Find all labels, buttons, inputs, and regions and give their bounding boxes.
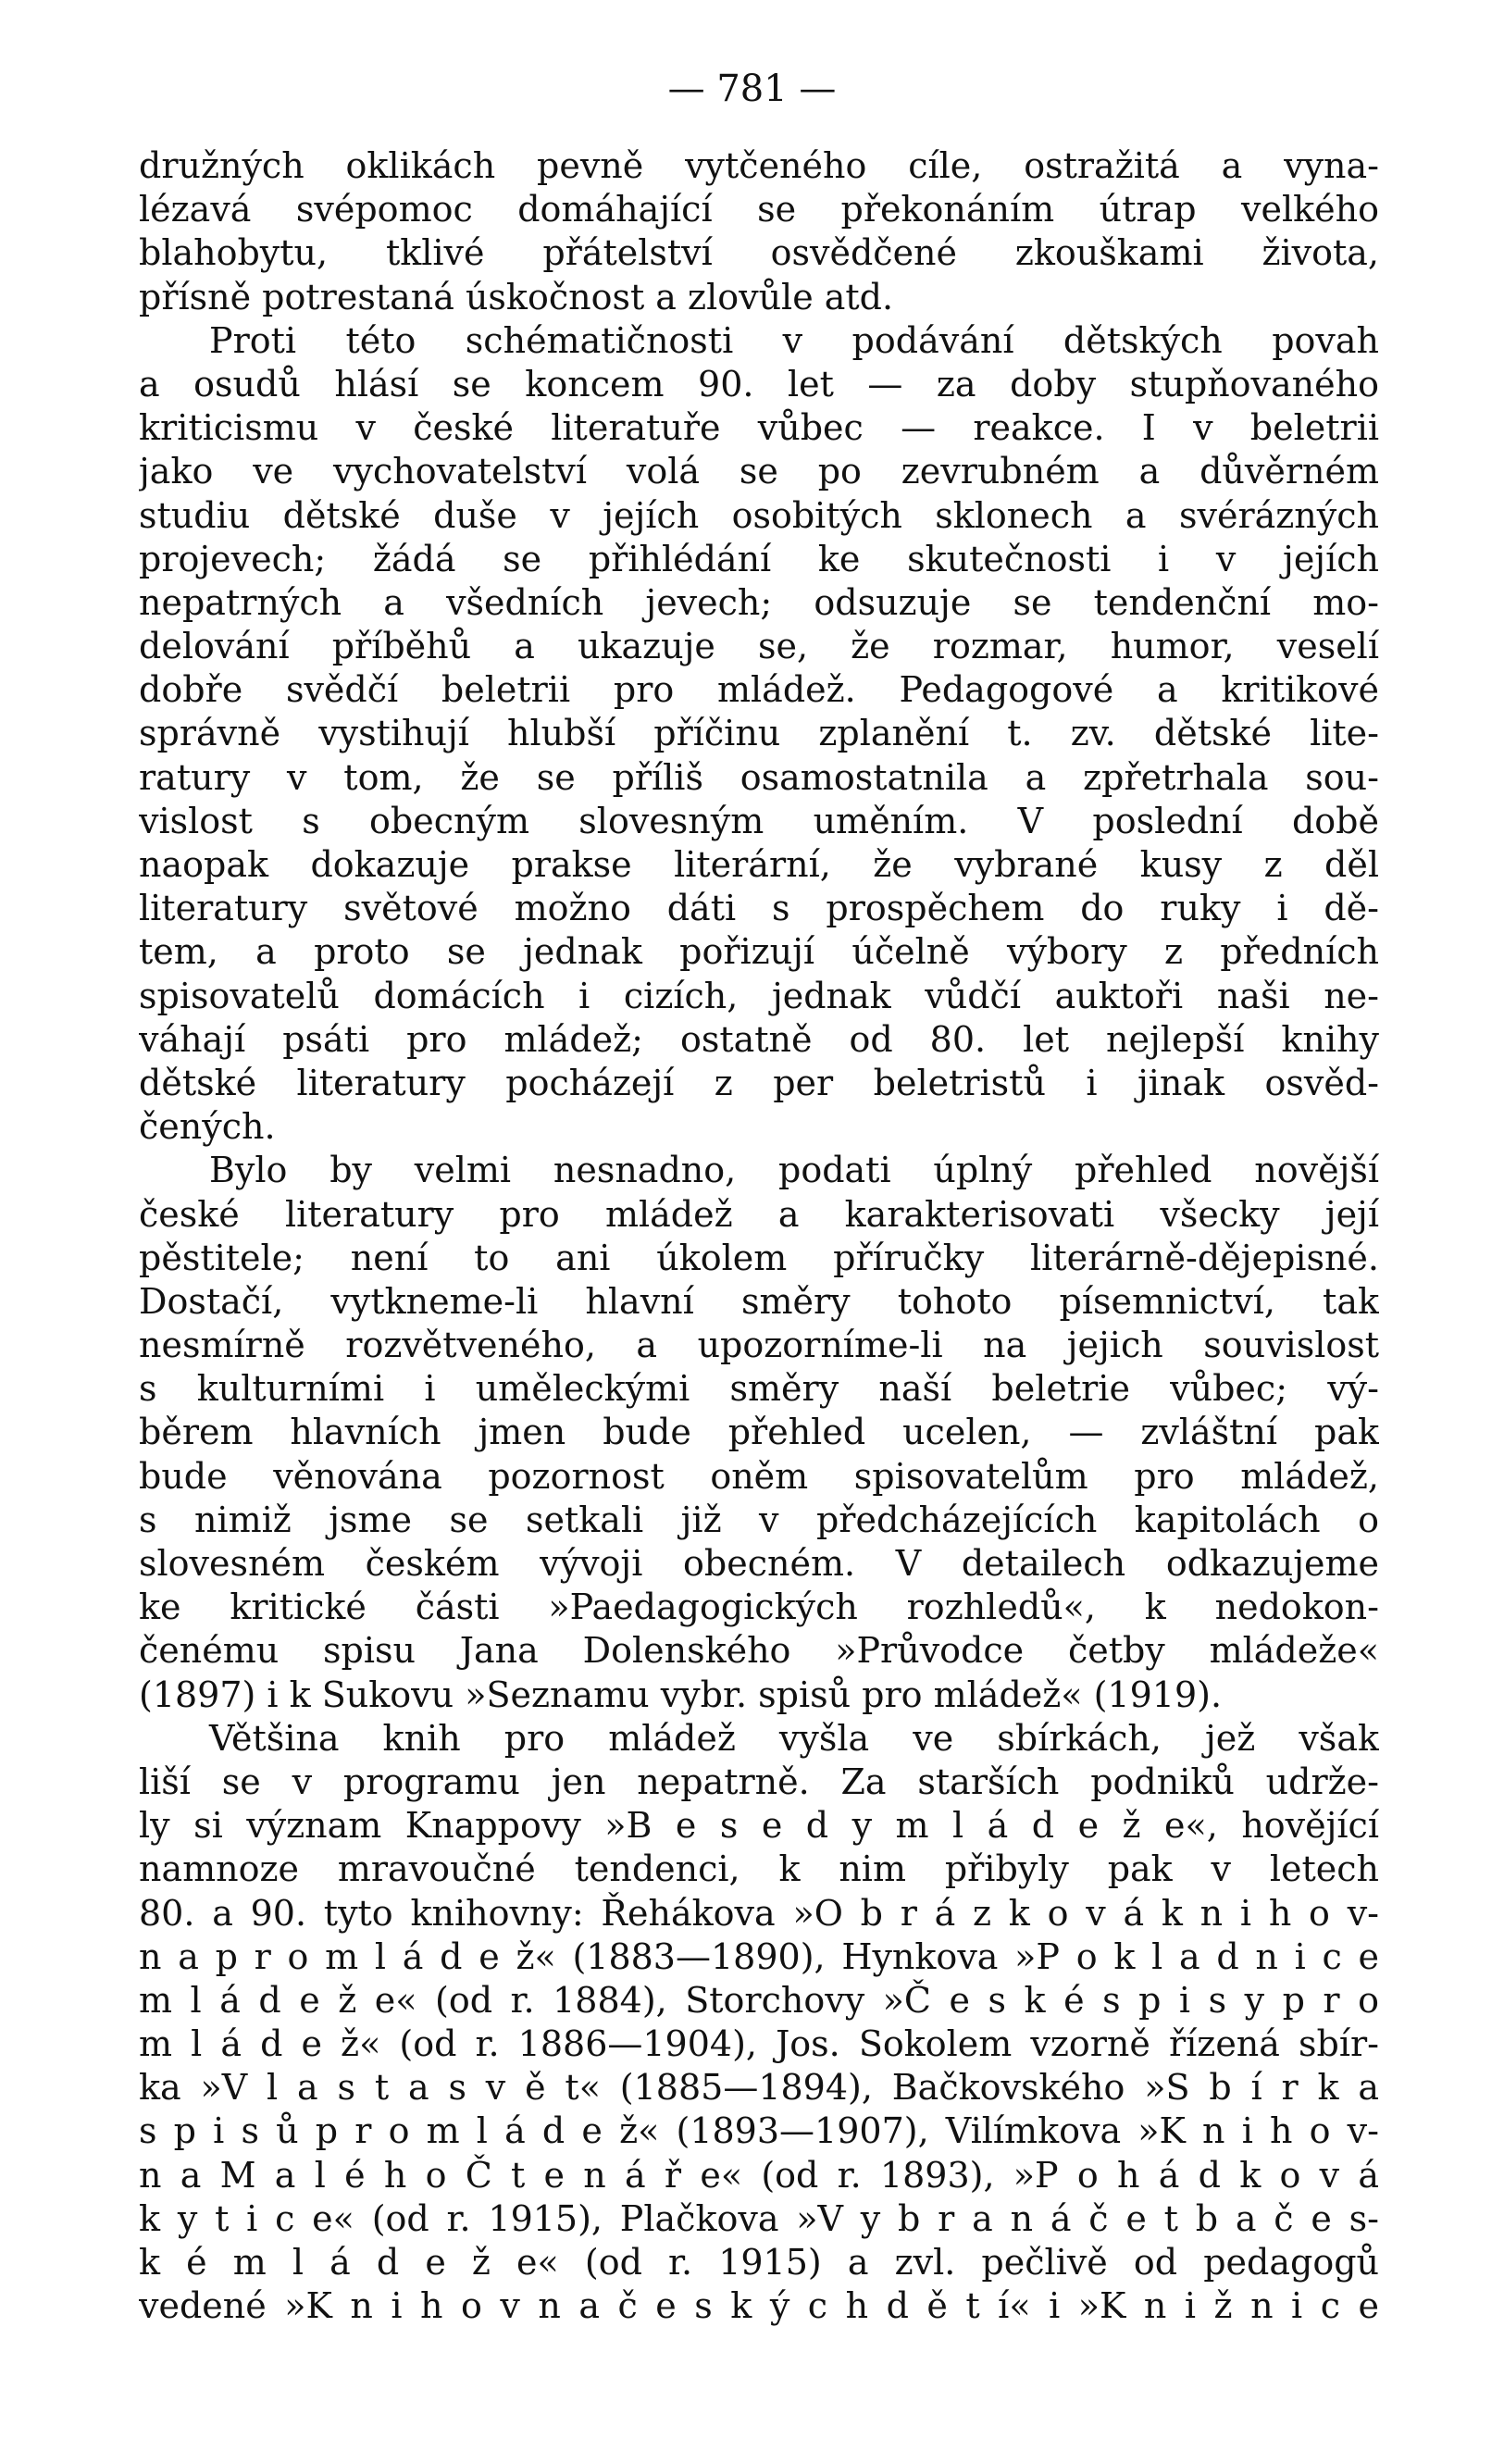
text-line: n a p r o m l á d e ž« (1883—1890), Hynkova »P o k l a d n i c e [139, 1935, 1379, 1977]
text-line: m l á d e ž e« (od r. 1884), Storchovy »Č e s k é s p i s y p r o [139, 1979, 1379, 2021]
text-line: n a M a l é h o Č t e n á ř e« (od r. 1893), »P o h á d k o v á [139, 2154, 1379, 2196]
text-line: naopak dokazuje prakse literární, že vybrané kusy z děl [139, 844, 1379, 885]
text-line: čenému spisu Jana Dolenského »Průvodce četby mládeže« [139, 1630, 1379, 1672]
text-line: ratury v tom, že se příliš osamostatnila a zpřetrhala sou- [139, 756, 1379, 798]
text-line: a osudů hlásí se koncem 90. let — za doby stupňovaného [139, 363, 1379, 404]
text-line: 80. a 90. tyto knihovny: Řehákova »O b r á z k o v á k n i h o v- [139, 1892, 1379, 1934]
body-text [139, 144, 1379, 2328]
text-line: tem, a proto se jednak pořizují účelně výbory z předních [139, 931, 1379, 973]
text-line: s nimiž jsme se setkali již v předcházejících kapitolách o [139, 1499, 1379, 1540]
text-line: Proti této schématičnosti v podávání dětských povah [209, 319, 1379, 361]
text-line: k é m l á d e ž e« (od r. 1915) a zvl. pečlivě od pedagogů [139, 2242, 1379, 2283]
text-line: ka »V l a s t a s v ě t« (1885—1894), Bačkovského »S b í r k a [139, 2067, 1379, 2109]
text-line: kriticismu v české literatuře vůbec — reakce. I v beletrii [139, 407, 1379, 449]
text-line: s kulturními i uměleckými směry naší beletrie vůbec; vý- [139, 1368, 1379, 1410]
text-line: nesmírně rozvětveného, a upozorníme-li na jejich souvislost [139, 1325, 1379, 1366]
text-line: lézavá svépomoc domáhající se překonáním útrap velkého [139, 189, 1379, 230]
text-line: vedené »K n i h o v n a č e s k ý c h d ě t í« i »K n i ž n i c e [139, 2285, 1379, 2327]
text-line: běrem hlavních jmen bude přehled ucelen, — zvláštní pak [139, 1412, 1379, 1453]
page-number: — 781 — [667, 68, 837, 110]
text-line: váhají psáti pro mládež; ostatně od 80. let nejlepší knihy [139, 1018, 1379, 1060]
text-line: české literatury pro mládež a karakterisovati všecky její [139, 1193, 1379, 1235]
text-line: literatury světové možno dáti s prospěchem do ruky i dě- [139, 888, 1379, 929]
text-line: dětské literatury pocházejí z per beletristů i jinak osvěd- [139, 1062, 1379, 1103]
text-line: Bylo by velmi nesnadno, podati úplný přehled novější [209, 1150, 1379, 1191]
text-line: blahobytu, tklivé přátelství osvědčené zkouškami života, [139, 232, 1379, 274]
text-line: Dostačí, vytkneme-li hlavní směry tohoto písemnictví, tak [139, 1280, 1379, 1322]
text-line: pěstitele; není to ani úkolem příručky literárně-dějepisné. [139, 1237, 1379, 1278]
text-line: s p i s ů p r o m l á d e ž« (1893—1907), Vilímkova »K n i h o v- [139, 2110, 1379, 2152]
text-line: (1897) i k Sukovu »Seznamu vybr. spisů pro mládež« (1919). [139, 1674, 1223, 1715]
text-line: ly si význam Knappovy »B e s e d y m l á d e ž e«, hovějící [139, 1805, 1379, 1847]
text-line: liší se v programu jen nepatrně. Za starších podniků udrže- [139, 1761, 1379, 1802]
text-line: přísně potrestaná úskočnost a zlovůle atd. [139, 276, 894, 317]
text-line: namnoze mravoučné tendenci, k nim přibyly pak v letech [139, 1848, 1379, 1890]
text-line: dobře svědčí beletrii pro mládež. Pedagogové a kritikové [139, 669, 1379, 711]
text-line: projevech; žádá se přihlédání ke skutečnosti i v jejích [139, 538, 1379, 579]
text-line: bude věnována pozornost oněm spisovatelům pro mládež, [139, 1455, 1379, 1497]
text-line: čených. [139, 1106, 276, 1148]
text-line: ke kritické části »Paedagogických rozhledů«, k nedokon- [139, 1587, 1379, 1628]
text-line: spisovatelů domácích i cizích, jednak vůdčí auktoři naši ne- [139, 975, 1379, 1016]
text-line: m l á d e ž« (od r. 1886—1904), Jos. Sokolem vzorně řízená sbír- [139, 2023, 1379, 2065]
text-line: slovesném českém vývoji obecném. V detailech odkazujeme [139, 1543, 1379, 1584]
text-line: nepatrných a všedních jevech; odsuzuje se tendenční mo- [139, 581, 1379, 623]
text-line: družných oklikách pevně vytčeného cíle, ostražitá a vyna- [139, 145, 1379, 186]
text-line: jako ve vychovatelství volá se po zevrubném a důvěrném [139, 451, 1379, 492]
text-line: delování příběhů a ukazuje se, že rozmar, humor, veselí [139, 626, 1379, 667]
text-line: studiu dětské duše v jejích osobitých sklonech a svérázných [139, 494, 1379, 536]
text-line: správně vystihují hlubší příčinu zplanění t. zv. dětské lite- [139, 713, 1379, 754]
text-line: Většina knih pro mládež vyšla ve sbírkách, jež však [209, 1717, 1379, 1759]
text-line: k y t i c e« (od r. 1915), Plačkova »V y b r a n á č e t b a č e s- [139, 2197, 1379, 2239]
text-line: vislost s obecným slovesným uměním. V poslední době [139, 800, 1379, 841]
